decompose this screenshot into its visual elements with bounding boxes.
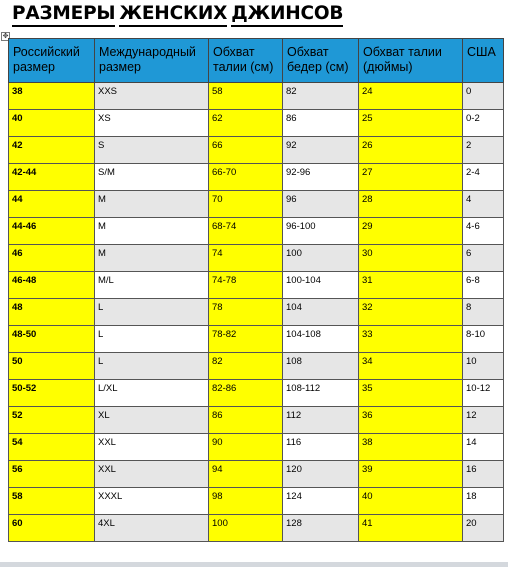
waist-cm-cell: 98: [209, 488, 283, 515]
hips-cm-cell: 124: [283, 488, 359, 515]
russian-size-cell: 54: [9, 434, 95, 461]
hips-cm-cell: 92-96: [283, 164, 359, 191]
table-header-row: [9, 39, 504, 83]
waist-cm-cell: 58: [209, 83, 283, 110]
hips-cm-cell: 104: [283, 299, 359, 326]
waist-inches-cell: 28: [359, 191, 463, 218]
waist-inches-cell: 25: [359, 110, 463, 137]
russian-size-cell: 42-44: [9, 164, 95, 191]
waist-cm-cell: 90: [209, 434, 283, 461]
waist-inches-cell: 36: [359, 407, 463, 434]
hips-cm-cell: 120: [283, 461, 359, 488]
hips-cm-cell: 96-100: [283, 218, 359, 245]
header-hips-cm: Обхват бедер (см): [283, 39, 359, 83]
russian-size-cell: 44: [9, 191, 95, 218]
table-row: [9, 191, 504, 218]
table-row: [9, 326, 504, 353]
hips-cm-cell: 82: [283, 83, 359, 110]
waist-cm-cell: 94: [209, 461, 283, 488]
international-size-cell: 4XL: [95, 515, 209, 542]
waist-inches-cell: 26: [359, 137, 463, 164]
russian-size-cell: 50-52: [9, 380, 95, 407]
usa-cell: 16: [463, 461, 504, 488]
size-table: [8, 38, 504, 542]
usa-cell: 10: [463, 353, 504, 380]
hips-cm-cell: 92: [283, 137, 359, 164]
page-title: [12, 4, 343, 30]
russian-size-cell: 46-48: [9, 272, 95, 299]
waist-cm-cell: 62: [209, 110, 283, 137]
usa-cell: 10-12: [463, 380, 504, 407]
table-row: [9, 83, 504, 110]
international-size-cell: L: [95, 353, 209, 380]
hips-cm-cell: 86: [283, 110, 359, 137]
russian-size-cell: 38: [9, 83, 95, 110]
international-size-cell: XXL: [95, 461, 209, 488]
waist-inches-cell: 34: [359, 353, 463, 380]
russian-size-cell: 42: [9, 137, 95, 164]
table-row: [9, 164, 504, 191]
russian-size-cell: 44-46: [9, 218, 95, 245]
hips-cm-cell: 116: [283, 434, 359, 461]
header-waist-cm: Обхват талии (см): [209, 39, 283, 83]
usa-cell: 2: [463, 137, 504, 164]
waist-cm-cell: 82-86: [209, 380, 283, 407]
waist-inches-cell: 35: [359, 380, 463, 407]
usa-cell: 20: [463, 515, 504, 542]
usa-cell: 4: [463, 191, 504, 218]
table-row: [9, 380, 504, 407]
table-row: [9, 218, 504, 245]
hips-cm-cell: 112: [283, 407, 359, 434]
international-size-cell: XXL: [95, 434, 209, 461]
waist-cm-cell: 66: [209, 137, 283, 164]
international-size-cell: S: [95, 137, 209, 164]
international-size-cell: XXS: [95, 83, 209, 110]
international-size-cell: M: [95, 191, 209, 218]
table-row: [9, 299, 504, 326]
russian-size-cell: 52: [9, 407, 95, 434]
table-row: [9, 407, 504, 434]
waist-cm-cell: 66-70: [209, 164, 283, 191]
usa-cell: 2-4: [463, 164, 504, 191]
usa-cell: 6: [463, 245, 504, 272]
russian-size-cell: 48-50: [9, 326, 95, 353]
waist-cm-cell: 74-78: [209, 272, 283, 299]
waist-inches-cell: 27: [359, 164, 463, 191]
russian-size-cell: 50: [9, 353, 95, 380]
title-text: [12, 4, 343, 27]
hips-cm-cell: 108: [283, 353, 359, 380]
russian-size-cell: 58: [9, 488, 95, 515]
international-size-cell: M: [95, 245, 209, 272]
usa-cell: 0: [463, 83, 504, 110]
russian-size-cell: 46: [9, 245, 95, 272]
hips-cm-cell: 108-112: [283, 380, 359, 407]
table-row: [9, 272, 504, 299]
waist-inches-cell: 31: [359, 272, 463, 299]
international-size-cell: XS: [95, 110, 209, 137]
usa-cell: 0-2: [463, 110, 504, 137]
title-word: ДЖИНСОВ: [231, 4, 343, 27]
usa-cell: 18: [463, 488, 504, 515]
waist-inches-cell: 29: [359, 218, 463, 245]
usa-cell: 8: [463, 299, 504, 326]
waist-inches-cell: 33: [359, 326, 463, 353]
header-waist-inches: Обхват талии (дюймы): [359, 39, 463, 83]
russian-size-cell: 56: [9, 461, 95, 488]
hips-cm-cell: 100: [283, 245, 359, 272]
waist-cm-cell: 100: [209, 515, 283, 542]
header-usa: США: [463, 39, 504, 83]
russian-size-cell: 40: [9, 110, 95, 137]
header-russian-size: Российский размер: [9, 39, 95, 83]
usa-cell: 4-6: [463, 218, 504, 245]
waist-cm-cell: 82: [209, 353, 283, 380]
table-row: [9, 245, 504, 272]
international-size-cell: L/XL: [95, 380, 209, 407]
waist-cm-cell: 68-74: [209, 218, 283, 245]
usa-cell: 8-10: [463, 326, 504, 353]
waist-inches-cell: 40: [359, 488, 463, 515]
international-size-cell: XXXL: [95, 488, 209, 515]
waist-inches-cell: 32: [359, 299, 463, 326]
title-word: РАЗМЕРЫ: [12, 4, 115, 27]
table-row: [9, 434, 504, 461]
hips-cm-cell: 128: [283, 515, 359, 542]
move-handle-icon[interactable]: ✥: [2, 32, 9, 40]
table-row: [9, 110, 504, 137]
usa-cell: 12: [463, 407, 504, 434]
international-size-cell: M: [95, 218, 209, 245]
waist-cm-cell: 86: [209, 407, 283, 434]
international-size-cell: L: [95, 299, 209, 326]
waist-cm-cell: 70: [209, 191, 283, 218]
table-body: [9, 83, 504, 542]
waist-inches-cell: 30: [359, 245, 463, 272]
table-row: [9, 353, 504, 380]
hips-cm-cell: 104-108: [283, 326, 359, 353]
usa-cell: 6-8: [463, 272, 504, 299]
waist-inches-cell: 38: [359, 434, 463, 461]
hips-cm-cell: 96: [283, 191, 359, 218]
table-row: [9, 488, 504, 515]
waist-cm-cell: 78: [209, 299, 283, 326]
usa-cell: 14: [463, 434, 504, 461]
international-size-cell: M/L: [95, 272, 209, 299]
waist-inches-cell: 41: [359, 515, 463, 542]
waist-cm-cell: 78-82: [209, 326, 283, 353]
russian-size-cell: 48: [9, 299, 95, 326]
title-word: ЖЕНСКИХ: [119, 4, 227, 27]
hips-cm-cell: 100-104: [283, 272, 359, 299]
waist-cm-cell: 74: [209, 245, 283, 272]
international-size-cell: XL: [95, 407, 209, 434]
header-international-size: Международный размер: [95, 39, 209, 83]
table-row: [9, 461, 504, 488]
international-size-cell: S/M: [95, 164, 209, 191]
russian-size-cell: 60: [9, 515, 95, 542]
table-row: [9, 515, 504, 542]
waist-inches-cell: 39: [359, 461, 463, 488]
table-row: [9, 137, 504, 164]
bottom-scroll-strip: [0, 562, 508, 567]
waist-inches-cell: 24: [359, 83, 463, 110]
international-size-cell: L: [95, 326, 209, 353]
